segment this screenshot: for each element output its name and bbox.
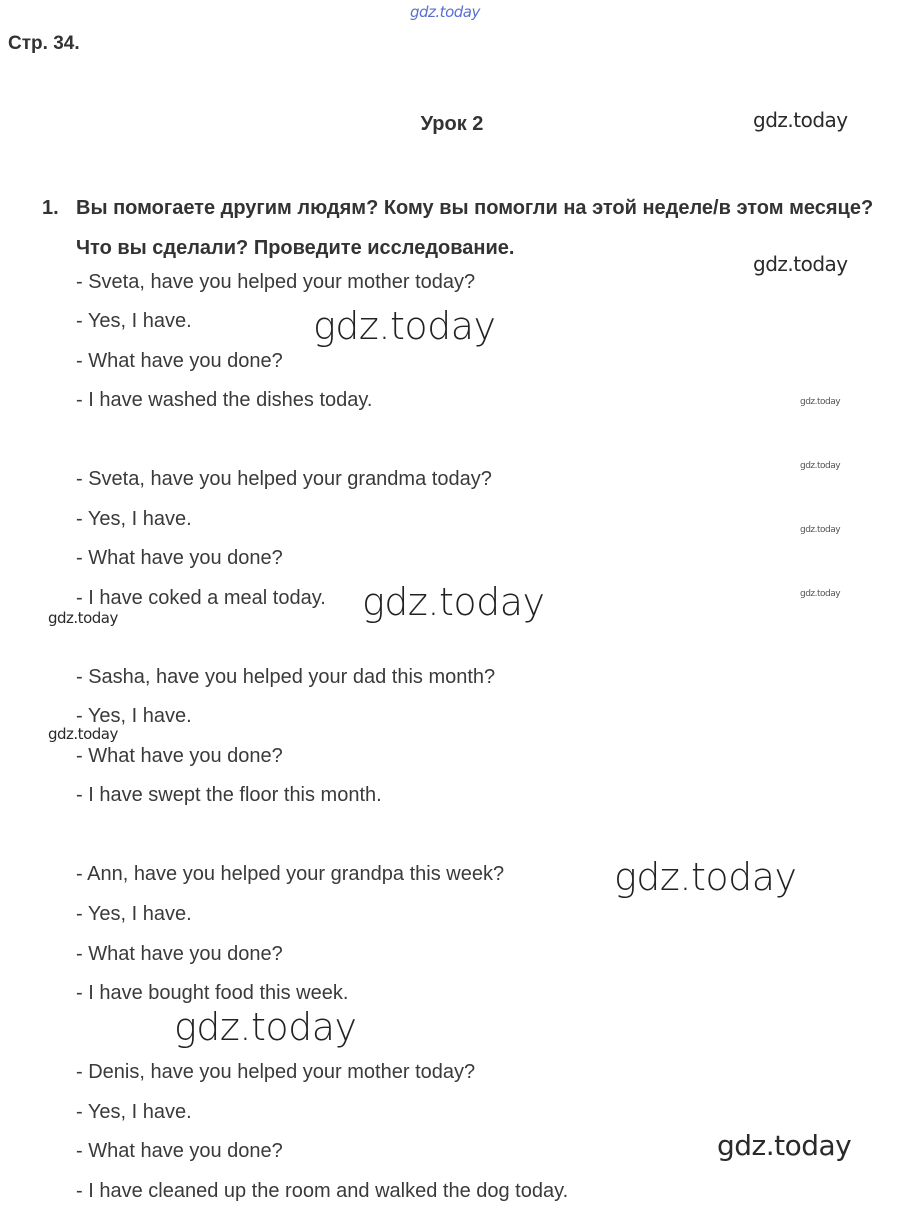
dialog-line: - Yes, I have. bbox=[76, 903, 192, 925]
watermark: gdz.today bbox=[174, 1005, 357, 1049]
watermark: gdz.today bbox=[800, 461, 841, 471]
watermark: gdz.today bbox=[717, 1129, 852, 1162]
dialog-line: - Yes, I have. bbox=[76, 508, 192, 530]
task-number: 1. bbox=[42, 197, 59, 219]
dialog-line: - What have you done? bbox=[76, 350, 283, 372]
dialog-line: - I have bought food this week. bbox=[76, 982, 349, 1004]
watermark: gdz.today bbox=[362, 580, 545, 624]
task-text: Вы помогаете другим людям? Кому вы помогли на этой неделе/в этом месяце? Что вы сделали? Проведите исследование. bbox=[76, 197, 874, 259]
dialog-line: - Yes, I have. bbox=[76, 310, 192, 332]
lesson-title: Урок 2 bbox=[420, 113, 484, 135]
watermark: gdz.today bbox=[614, 855, 797, 899]
dialog-line: - Yes, I have. bbox=[76, 705, 192, 727]
dialog-line: - What have you done? bbox=[76, 943, 283, 965]
watermark-top: gdz.today bbox=[410, 3, 480, 21]
dialog-line: - Denis, have you helped your mother today? bbox=[76, 1061, 476, 1083]
dialog-line: - What have you done? bbox=[76, 1140, 283, 1162]
dialog-line: - What have you done? bbox=[76, 547, 283, 569]
watermark: gdz.today bbox=[48, 725, 118, 743]
watermark: gdz.today bbox=[753, 252, 848, 276]
dialog-line: - I have swept the floor this month. bbox=[76, 784, 382, 806]
watermark: gdz.today bbox=[313, 304, 496, 348]
dialog-line: - Yes, I have. bbox=[76, 1101, 192, 1123]
watermark: gdz.today bbox=[800, 589, 841, 599]
dialog-line: - Sveta, have you helped your mother today? bbox=[76, 271, 476, 293]
dialog-line: - I have coked a meal today. bbox=[76, 587, 326, 609]
dialog-line: - What have you done? bbox=[76, 745, 283, 767]
watermark: gdz.today bbox=[800, 397, 841, 407]
watermark: gdz.today bbox=[48, 609, 118, 627]
dialog-line: - I have washed the dishes today. bbox=[76, 389, 373, 411]
watermark: gdz.today bbox=[800, 525, 841, 535]
dialog-line: - Sveta, have you helped your grandma today? bbox=[76, 468, 492, 490]
watermark: gdz.today bbox=[753, 108, 848, 132]
page-reference: Стр. 34. bbox=[8, 33, 80, 54]
dialog-line: - Sasha, have you helped your dad this month? bbox=[76, 666, 496, 688]
dialog-line: - I have cleaned up the room and walked the dog today. bbox=[76, 1180, 569, 1202]
dialog-line: - Ann, have you helped your grandpa this week? bbox=[76, 863, 505, 885]
